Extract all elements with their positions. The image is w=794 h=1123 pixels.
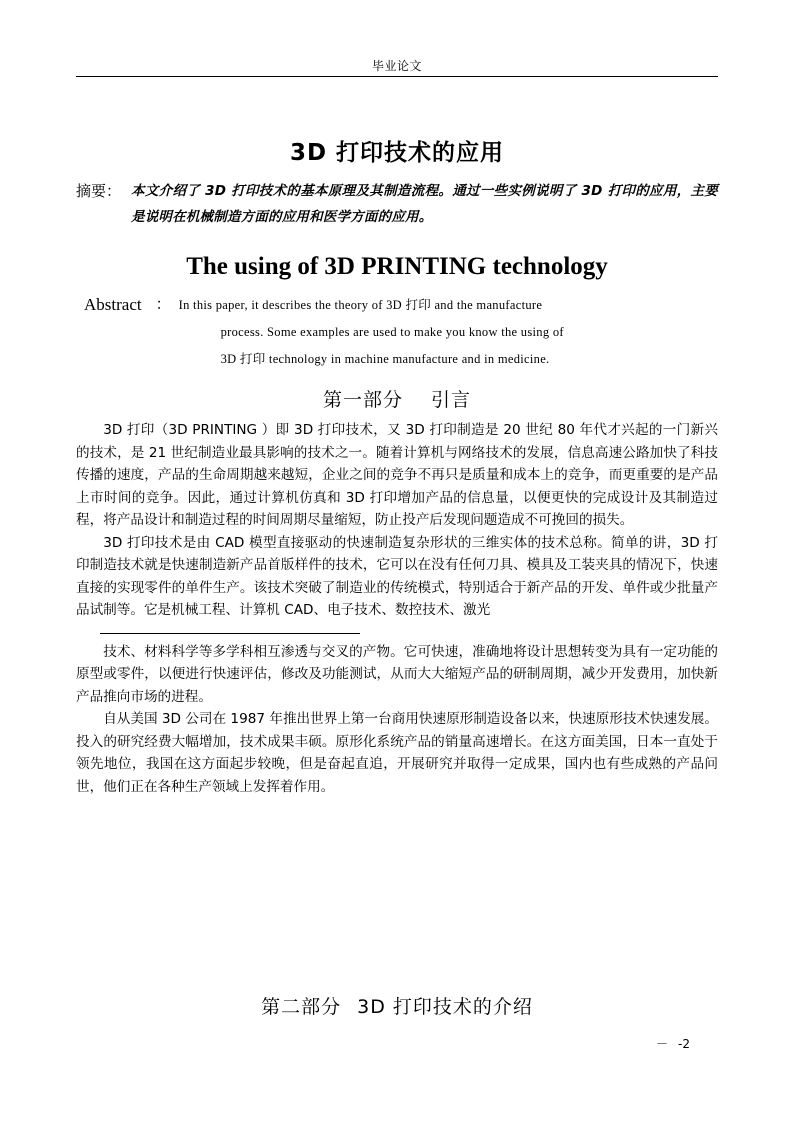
page-title-english: The using of 3D PRINTING technology [186,253,608,280]
document-content [76,130,718,798]
abstract-chinese-text: 本文介绍了 3D 打印技术的基本原理及其制造流程。通过一些实例说明了 3D 打印的应用，主要是说明在机械制造方面的应用和医学方面的应用。 [131,183,718,225]
abstract-chinese-label: 摘要： [76,182,122,200]
section-separator-rule [100,633,360,634]
abstract-english-colon: ： [155,297,171,313]
paragraph: 自从美国 3D 公司在 1987 年推出世界上第一台商用快速原形制造设备以来，快速原形技术快速发展。投入的研究经费大幅增加，技术成果丰硕。原形化系统产品的销量高速增长。在这方面美国，日本一直处于领先地位，我国在这方面起步较晚，但是奋起直追，开展研究并取得一定成果，国内也有些成熟的产品问世，他们正在各种生产领域上发挥着作用。 [76,711,718,795]
section-heading-two [76,992,718,1022]
page-footer [76,1036,718,1052]
section-two-title: 3D 打印技术的介绍 [357,996,533,1018]
footer-dash: － [656,1037,669,1051]
abstract-english [76,292,718,373]
header-divider [76,76,718,77]
abstract-english-line-3: 3D 打印 technology in machine manufacture and in medicine. [220,352,550,366]
paragraph: 3D 打印（3D PRINTING ）即 3D 打印技术，又 3D 打印制造是 20 世纪 80 年代才兴起的一门新兴的技术，是 21 世纪制造业最具影响的技术之一。随着计算机与网络技术的发展，信息高速公路加快了科技传播的速度，产品的生命周期越来越短，企业之间的竞争不再只是质量和成本上的竞争，而更重要的是产品上市时间的竞争。因此，通过计算机仿真和 3D 打印增加产品的信息量，以便更快的完成设计及其制造过程，将产品设计和制造过程的时间周期尽量缩短，防止投产后发现问题造成不可挽回的损失。 [76,422,718,528]
abstract-english-line-2: process. Some examples are used to make you know the using of [220,325,564,339]
page-number: -2 [678,1037,690,1051]
abstract-chinese [76,178,718,230]
section-two-number: 第二部分 [261,996,342,1018]
section-one-number: 第一部分 [322,389,403,411]
abstract-english-line-1: In this paper, it describes the theory of 3D 打印 and the manufacture [178,298,543,312]
section-heading-one [76,385,718,415]
section-one-title: 引言 [431,389,472,411]
abstract-english-text [179,292,718,373]
page-header [76,58,718,77]
paragraph: 技术、材料科学等多学科相互渗透与交叉的产物。它可快速，准确地将设计思想转变为具有一定功能的原型或零件，以便进行快速评估，修改及功能测试，从而大大缩短产品的研制周期，减少开发费用，加快新产品推向市场的进程。 [76,643,718,705]
running-header-title: 毕业论文 [371,59,422,73]
abstract-english-label: Abstract [84,295,142,314]
paragraph: 3D 打印技术是由 CAD 模型直接驱动的快速制造复杂形状的三维实体的技术总称。简单的讲，3D 打印制造技术就是快速制造新产品首版样件的技术，它可以在没有任何刀具、模具及工装夹具的情况下，快速直接的实现零件的单件生产。该技术突破了制造业的传统模式，特别适合于新产品的开发、单件或少批量产品试制等。它是机械工程、计算机 CAD、电子技术、数控技术、激光 [76,534,718,618]
page-title-chinese: 3D 打印技术的应用 [289,140,505,166]
